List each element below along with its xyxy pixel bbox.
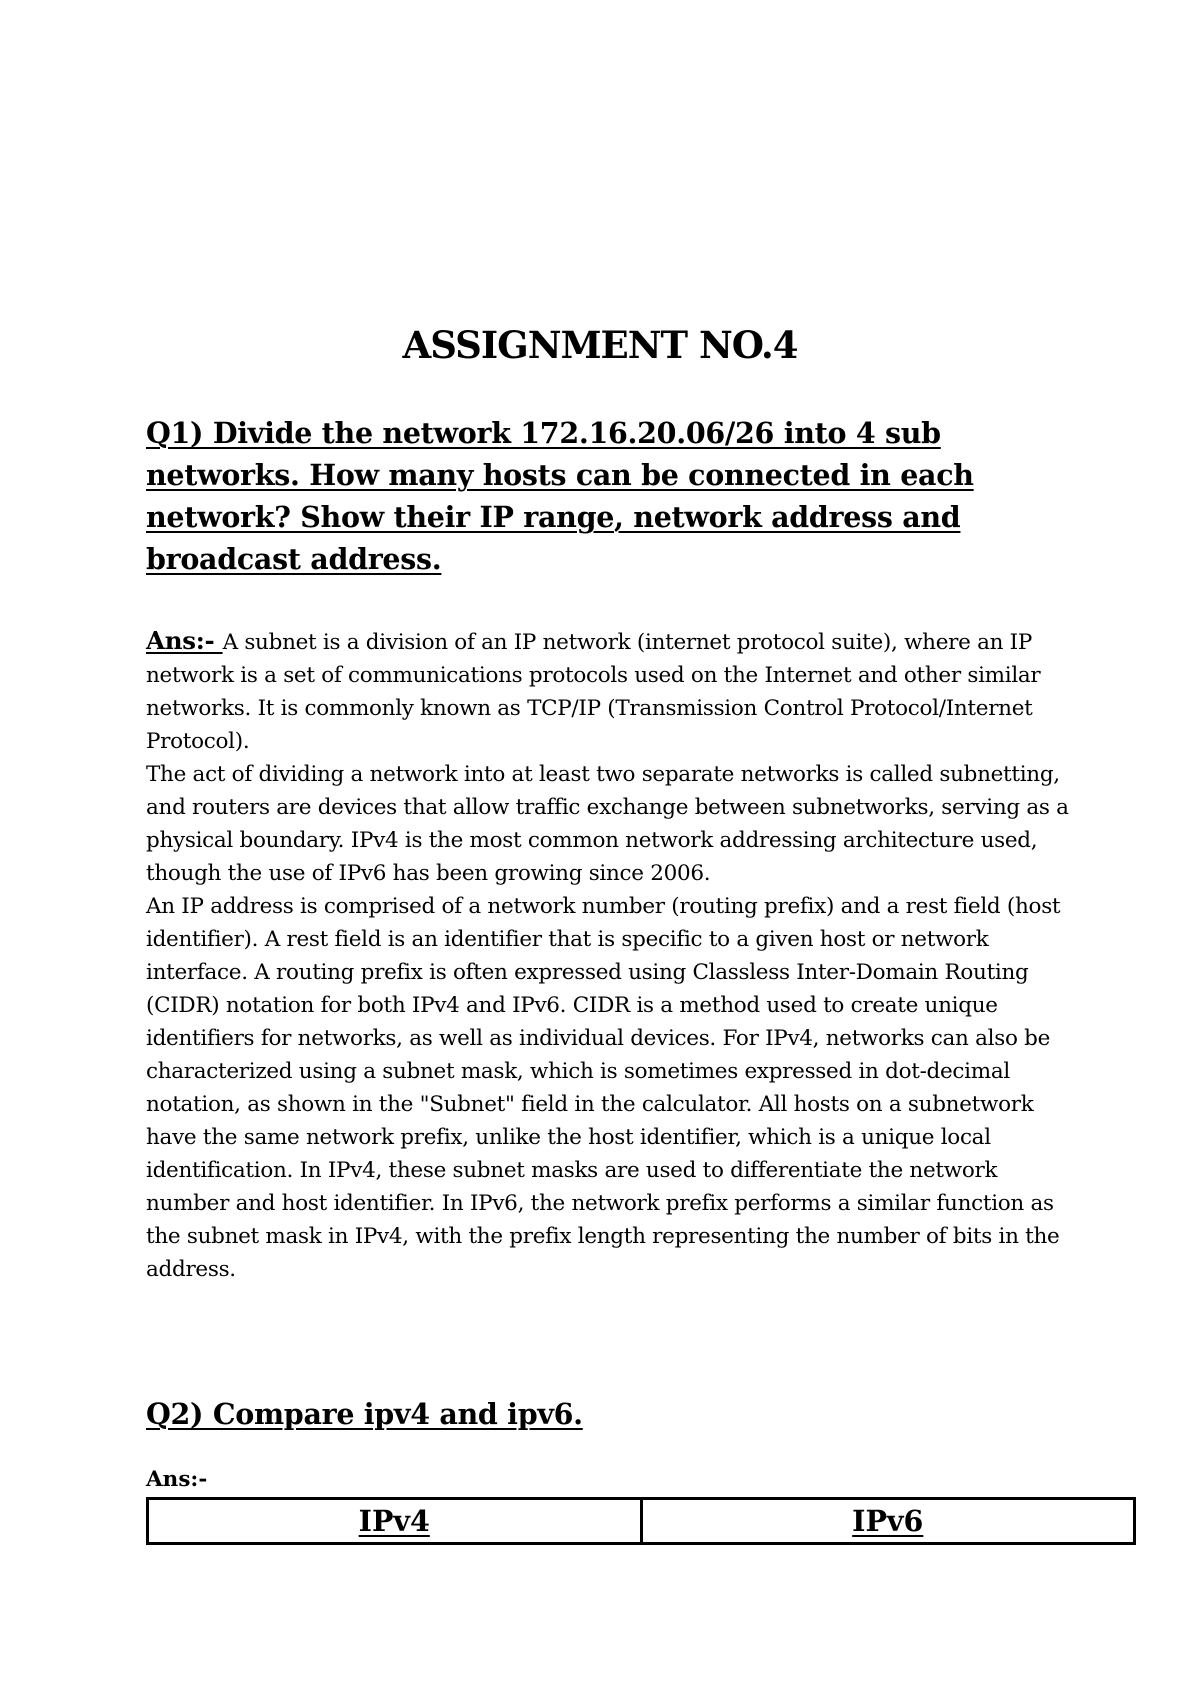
question-1: Q1) Divide the network 172.16.20.06/26 into 4 sub networks. How many hosts can be connected in each network? Show their IP range, network address and broadcast address.: [146, 416, 974, 576]
table-header-ipv4: IPv4: [148, 1499, 642, 1544]
answer-1: [146, 624, 1086, 1286]
answer-text-1: A subnet is a division of an IP network (internet protocol suite), where an IP network is a set of communications protocols used on the Internet and other similar networks. It is commonly known as TCP/IP (Transmission Control Protocol/Internet Protocol).: [146, 630, 1041, 754]
answer-paragraph-3: An IP address is comprised of a network number (routing prefix) and a rest field (host identifier). A rest field is an identifier that is specific to a given host or network interface. A routing prefix is often expressed using Classless Inter-Domain Routing (CIDR) notation for both IPv4 and IPv6. CIDR is a method used to create unique identifiers for networks, as well as individual devices. For IPv4, networks can also be characterized using a subnet mask, which is sometimes expressed in dot-decimal notation, as shown in the "Subnet" field in the calculator. All hosts on a subnetwork have the same network prefix, unlike the host identifier, which is a unique local identification. In IPv4, these subnet masks are used to differentiate the network number and host identifier. In IPv6, the network prefix performs a similar function as the subnet mask in IPv4, with the prefix length representing the number of bits in the address.: [146, 894, 1061, 1282]
answer-2-label: Ans:-: [146, 1467, 208, 1492]
comparison-table: [146, 1497, 1136, 1545]
answer-paragraph-2: The act of dividing a network into at least two separate networks is called subnetting, and routers are devices that allow traffic exchange between subnetworks, serving as a physical boundary. IPv4 is the most common network addressing architecture used, though the use of IPv6 has been growing since 2006.: [146, 762, 1069, 886]
assignment-title: ASSIGNMENT NO.4: [402, 323, 798, 367]
question-2: Q2) Compare ipv4 and ipv6.: [146, 1397, 583, 1431]
answer-label: Ans:-: [146, 626, 223, 655]
table-header-ipv6: IPv6: [641, 1499, 1135, 1544]
table-header-row: [148, 1499, 1135, 1544]
answer-paragraph-1: [146, 624, 1086, 758]
